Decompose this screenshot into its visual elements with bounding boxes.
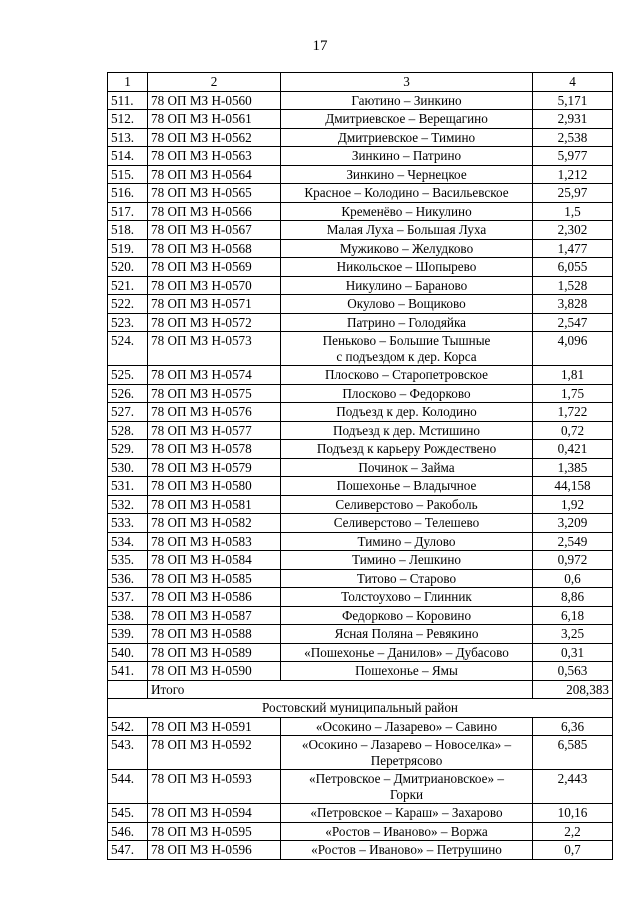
- road-length: 0,31: [533, 643, 613, 662]
- road-name: [281, 91, 533, 110]
- road-code: 78 ОП МЗ Н-0581: [148, 495, 281, 514]
- road-length: 5,977: [533, 147, 613, 166]
- total-value: 208,383: [533, 680, 613, 699]
- row-number: 525.: [108, 366, 148, 385]
- row-number: 521.: [108, 276, 148, 295]
- table-row: [108, 822, 613, 841]
- page-number: 17: [312, 38, 328, 54]
- road-name-line: Дмитриевское – Тимино: [337, 129, 476, 145]
- road-code: 78 ОП МЗ Н-0568: [148, 239, 281, 258]
- road-code: 78 ОП МЗ Н-0569: [148, 258, 281, 277]
- table-row: [108, 91, 613, 110]
- road-code: 78 ОП МЗ Н-0592: [148, 736, 281, 770]
- road-code: 78 ОП МЗ Н-0587: [148, 606, 281, 625]
- roads-table: [107, 72, 613, 860]
- road-name-line: Патрино – Голодяйка: [346, 314, 467, 330]
- road-name-line: Окулово – Вощиково: [347, 296, 466, 311]
- row-number: 547.: [108, 841, 148, 860]
- road-name: [281, 514, 533, 533]
- road-name-line: Дмитриевское – Верещагино: [325, 111, 488, 126]
- road-name: [281, 569, 533, 588]
- road-length: 1,722: [533, 403, 613, 422]
- table-row: [108, 421, 613, 440]
- road-name-line: Зинкино – Патрино: [351, 148, 462, 163]
- table-row: [108, 147, 613, 166]
- road-length: 2,2: [533, 822, 613, 841]
- row-number: 535.: [108, 551, 148, 570]
- road-name-line: «Осокино – Лазарево – Новоселка» –: [301, 737, 512, 752]
- road-name: [281, 822, 533, 841]
- table-row: [108, 384, 613, 403]
- road-length: 10,16: [533, 804, 613, 823]
- road-name-line: Мужиково – Желудково: [339, 240, 474, 256]
- road-length: 3,209: [533, 514, 613, 533]
- road-length: 1,92: [533, 495, 613, 514]
- table-row: [108, 643, 613, 662]
- row-number: 526.: [108, 384, 148, 403]
- road-length: 2,931: [533, 110, 613, 129]
- road-code: 78 ОП МЗ Н-0585: [148, 569, 281, 588]
- table-row: [108, 276, 613, 295]
- road-name-line: Пеньково – Большие Тышные: [322, 333, 491, 348]
- road-name: [281, 440, 533, 459]
- row-number: 517.: [108, 202, 148, 221]
- road-name-line: Подъезд к дер. Мстишино: [333, 422, 480, 438]
- road-name-line: Малая Луха – Большая Луха: [326, 222, 487, 237]
- table-row: [108, 440, 613, 459]
- total-row: [108, 680, 613, 699]
- column-header: 3: [281, 73, 533, 92]
- road-code: 78 ОП МЗ Н-0580: [148, 477, 281, 496]
- table-row: [108, 532, 613, 551]
- road-length: 0,421: [533, 440, 613, 459]
- road-name-line: Горки: [389, 786, 424, 802]
- table-row: [108, 332, 613, 366]
- road-name: [281, 239, 533, 258]
- road-length: 5,171: [533, 91, 613, 110]
- row-number: 539.: [108, 625, 148, 644]
- road-name-line: с подъездом к дер. Корса: [336, 348, 477, 364]
- row-number: 512.: [108, 110, 148, 129]
- table-row: [108, 165, 613, 184]
- road-code: 78 ОП МЗ Н-0575: [148, 384, 281, 403]
- table-row: [108, 403, 613, 422]
- road-code: 78 ОП МЗ Н-0563: [148, 147, 281, 166]
- road-code: 78 ОП МЗ Н-0577: [148, 421, 281, 440]
- road-code: 78 ОП МЗ Н-0594: [148, 804, 281, 823]
- road-code: 78 ОП МЗ Н-0570: [148, 276, 281, 295]
- row-number: 514.: [108, 147, 148, 166]
- road-length: 2,538: [533, 128, 613, 147]
- road-name: [281, 258, 533, 277]
- row-number: 519.: [108, 239, 148, 258]
- road-length: 1,75: [533, 384, 613, 403]
- road-name: [281, 625, 533, 644]
- table-row: [108, 458, 613, 477]
- row-number: 513.: [108, 128, 148, 147]
- road-length: 1,528: [533, 276, 613, 295]
- road-code: 78 ОП МЗ Н-0595: [148, 822, 281, 841]
- road-name-line: Селиверстово – Ракоболь: [335, 496, 478, 512]
- road-name-line: Плосково – Федорково: [342, 385, 471, 401]
- road-name-line: Никулино – Бараново: [345, 277, 468, 293]
- road-name-line: «Осокино – Лазарево» – Савино: [315, 718, 498, 734]
- road-code: 78 ОП МЗ Н-0560: [148, 91, 281, 110]
- row-number: 537.: [108, 588, 148, 607]
- road-length: 6,18: [533, 606, 613, 625]
- road-length: 2,549: [533, 532, 613, 551]
- road-length: 3,25: [533, 625, 613, 644]
- road-code: 78 ОП МЗ Н-0562: [148, 128, 281, 147]
- road-length: 2,443: [533, 770, 613, 804]
- row-number: 516.: [108, 184, 148, 203]
- road-name: [281, 477, 533, 496]
- road-name-line: Пошехонье – Владычное: [336, 478, 477, 493]
- road-name: [281, 458, 533, 477]
- road-length: 6,055: [533, 258, 613, 277]
- road-name: [281, 717, 533, 736]
- road-code: 78 ОП МЗ Н-0596: [148, 841, 281, 860]
- road-name: [281, 662, 533, 681]
- row-number: 520.: [108, 258, 148, 277]
- road-name-line: Титово – Старово: [356, 570, 457, 586]
- table-row: [108, 569, 613, 588]
- road-code: 78 ОП МЗ Н-0590: [148, 662, 281, 681]
- table-row: [108, 770, 613, 804]
- road-code: 78 ОП МЗ Н-0576: [148, 403, 281, 422]
- road-name: [281, 165, 533, 184]
- road-length: 1,212: [533, 165, 613, 184]
- road-length: 6,585: [533, 736, 613, 770]
- table-row: [108, 495, 613, 514]
- road-name: [281, 332, 533, 366]
- column-header: 4: [533, 73, 613, 92]
- row-number: 536.: [108, 569, 148, 588]
- road-length: 3,828: [533, 295, 613, 314]
- road-name: [281, 421, 533, 440]
- table-row: [108, 202, 613, 221]
- table-row: [108, 313, 613, 332]
- road-name-line: Подъезд к карьеру Рождествено: [316, 441, 497, 456]
- road-length: 0,563: [533, 662, 613, 681]
- road-name-line: Тимино – Дулово: [357, 533, 456, 549]
- table-row: [108, 258, 613, 277]
- road-length: 1,81: [533, 366, 613, 385]
- row-number: 528.: [108, 421, 148, 440]
- road-name-line: «Петровское – Караш» – Захарово: [310, 805, 503, 820]
- road-name: [281, 495, 533, 514]
- road-name: [281, 384, 533, 403]
- road-code: 78 ОП МЗ Н-0571: [148, 295, 281, 314]
- table-row: [108, 514, 613, 533]
- road-code: 78 ОП МЗ Н-0588: [148, 625, 281, 644]
- row-number: 546.: [108, 822, 148, 841]
- road-length: 8,86: [533, 588, 613, 607]
- column-header: 1: [108, 73, 148, 92]
- table-row: [108, 239, 613, 258]
- table-row: [108, 221, 613, 240]
- road-name-line: «Петровское – Дмитриановское» –: [309, 771, 504, 786]
- table-row: [108, 184, 613, 203]
- table-row: [108, 295, 613, 314]
- row-number: 534.: [108, 532, 148, 551]
- road-name-line: Селиверстово – Телешево: [333, 515, 480, 530]
- road-name: [281, 184, 533, 203]
- road-name: [281, 841, 533, 860]
- table-row: [108, 477, 613, 496]
- table-row: [108, 625, 613, 644]
- road-code: 78 ОП МЗ Н-0591: [148, 717, 281, 736]
- row-number: 532.: [108, 495, 148, 514]
- road-length: 0,972: [533, 551, 613, 570]
- road-code: 78 ОП МЗ Н-0583: [148, 532, 281, 551]
- row-number: 542.: [108, 717, 148, 736]
- row-number: 524.: [108, 332, 148, 366]
- road-name: [281, 221, 533, 240]
- road-code: 78 ОП МЗ Н-0586: [148, 588, 281, 607]
- table-header-row: [108, 73, 613, 92]
- road-name-line: «Ростов – Иваново» – Петрушино: [311, 842, 502, 857]
- road-name: [281, 202, 533, 221]
- road-code: 78 ОП МЗ Н-0565: [148, 184, 281, 203]
- road-code: 78 ОП МЗ Н-0567: [148, 221, 281, 240]
- row-number: 543.: [108, 736, 148, 770]
- road-name: [281, 588, 533, 607]
- road-name-line: Починок – Займа: [358, 459, 455, 475]
- row-number: 527.: [108, 403, 148, 422]
- road-name: [281, 366, 533, 385]
- road-name-line: Красное – Колодино – Васильевское: [304, 185, 509, 200]
- table-row: [108, 804, 613, 823]
- roads-table-body: [108, 73, 613, 860]
- road-name: [281, 295, 533, 314]
- total-empty-cell: [108, 680, 148, 699]
- table-row: [108, 588, 613, 607]
- road-name-line: Ясная Поляна – Ревякино: [334, 626, 479, 641]
- road-name: [281, 643, 533, 662]
- district-name: Ростовский муниципальный район: [108, 699, 613, 718]
- row-number: 533.: [108, 514, 148, 533]
- road-name: [281, 551, 533, 570]
- row-number: 515.: [108, 165, 148, 184]
- table-row: [108, 366, 613, 385]
- road-code: 78 ОП МЗ Н-0572: [148, 313, 281, 332]
- road-code: 78 ОП МЗ Н-0573: [148, 332, 281, 366]
- road-code: 78 ОП МЗ Н-0561: [148, 110, 281, 129]
- road-length: 1,5: [533, 202, 613, 221]
- road-name-line: Федорково – Коровино: [341, 607, 472, 623]
- table-row: [108, 128, 613, 147]
- road-name-line: Перетрясово: [370, 752, 443, 768]
- district-row: [108, 699, 613, 718]
- column-header: 2: [148, 73, 281, 92]
- row-number: 545.: [108, 804, 148, 823]
- road-name: [281, 606, 533, 625]
- road-length: 2,547: [533, 313, 613, 332]
- road-length: 0,7: [533, 841, 613, 860]
- road-code: 78 ОП МЗ Н-0574: [148, 366, 281, 385]
- road-name-line: «Пошехонье – Данилов» – Дубасово: [304, 644, 509, 660]
- road-code: 78 ОП МЗ Н-0589: [148, 643, 281, 662]
- road-name-line: «Ростов – Иваново» – Воржа: [325, 823, 488, 839]
- row-number: 538.: [108, 606, 148, 625]
- road-name: [281, 110, 533, 129]
- road-code: 78 ОП МЗ Н-0566: [148, 202, 281, 221]
- road-code: 78 ОП МЗ Н-0564: [148, 165, 281, 184]
- road-length: 0,6: [533, 569, 613, 588]
- road-length: 1,477: [533, 239, 613, 258]
- road-length: 1,385: [533, 458, 613, 477]
- road-name-line: Толстоухово – Глинник: [341, 589, 472, 604]
- road-name: [281, 147, 533, 166]
- row-number: 544.: [108, 770, 148, 804]
- road-name-line: Гаютино – Зинкино: [351, 92, 462, 108]
- road-name-line: Пошехонье – Ямы: [355, 663, 458, 678]
- table-row: [108, 841, 613, 860]
- road-length: 4,096: [533, 332, 613, 366]
- row-number: 540.: [108, 643, 148, 662]
- table-row: [108, 551, 613, 570]
- road-length: 0,72: [533, 421, 613, 440]
- road-length: 6,36: [533, 717, 613, 736]
- road-name-line: Никольское – Шопырево: [336, 259, 477, 274]
- road-code: 78 ОП МЗ Н-0578: [148, 440, 281, 459]
- row-number: 522.: [108, 295, 148, 314]
- total-label: Итого: [148, 680, 533, 699]
- road-name: [281, 403, 533, 422]
- road-name: [281, 770, 533, 804]
- road-code: 78 ОП МЗ Н-0579: [148, 458, 281, 477]
- table-row: [108, 662, 613, 681]
- row-number: 529.: [108, 440, 148, 459]
- row-number: 530.: [108, 458, 148, 477]
- road-name: [281, 276, 533, 295]
- road-length: 2,302: [533, 221, 613, 240]
- road-code: 78 ОП МЗ Н-0584: [148, 551, 281, 570]
- table-row: [108, 736, 613, 770]
- road-length: 25,97: [533, 184, 613, 203]
- road-name: [281, 532, 533, 551]
- row-number: 523.: [108, 313, 148, 332]
- table-row: [108, 110, 613, 129]
- road-name: [281, 128, 533, 147]
- road-name-line: Тимино – Лешкино: [351, 552, 461, 567]
- road-code: 78 ОП МЗ Н-0582: [148, 514, 281, 533]
- road-name-line: Подъезд к дер. Колодино: [336, 404, 477, 419]
- road-name-line: Зинкино – Чернецкое: [346, 166, 467, 182]
- road-code: 78 ОП МЗ Н-0593: [148, 770, 281, 804]
- road-name-line: Кременёво – Никулино: [341, 203, 472, 219]
- road-name: [281, 804, 533, 823]
- row-number: 531.: [108, 477, 148, 496]
- road-name: [281, 313, 533, 332]
- table-row: [108, 606, 613, 625]
- row-number: 518.: [108, 221, 148, 240]
- row-number: 541.: [108, 662, 148, 681]
- road-length: 44,158: [533, 477, 613, 496]
- road-name: [281, 736, 533, 770]
- road-name-line: Плосково – Старопетровское: [324, 367, 489, 382]
- row-number: 511.: [108, 91, 148, 110]
- table-row: [108, 717, 613, 736]
